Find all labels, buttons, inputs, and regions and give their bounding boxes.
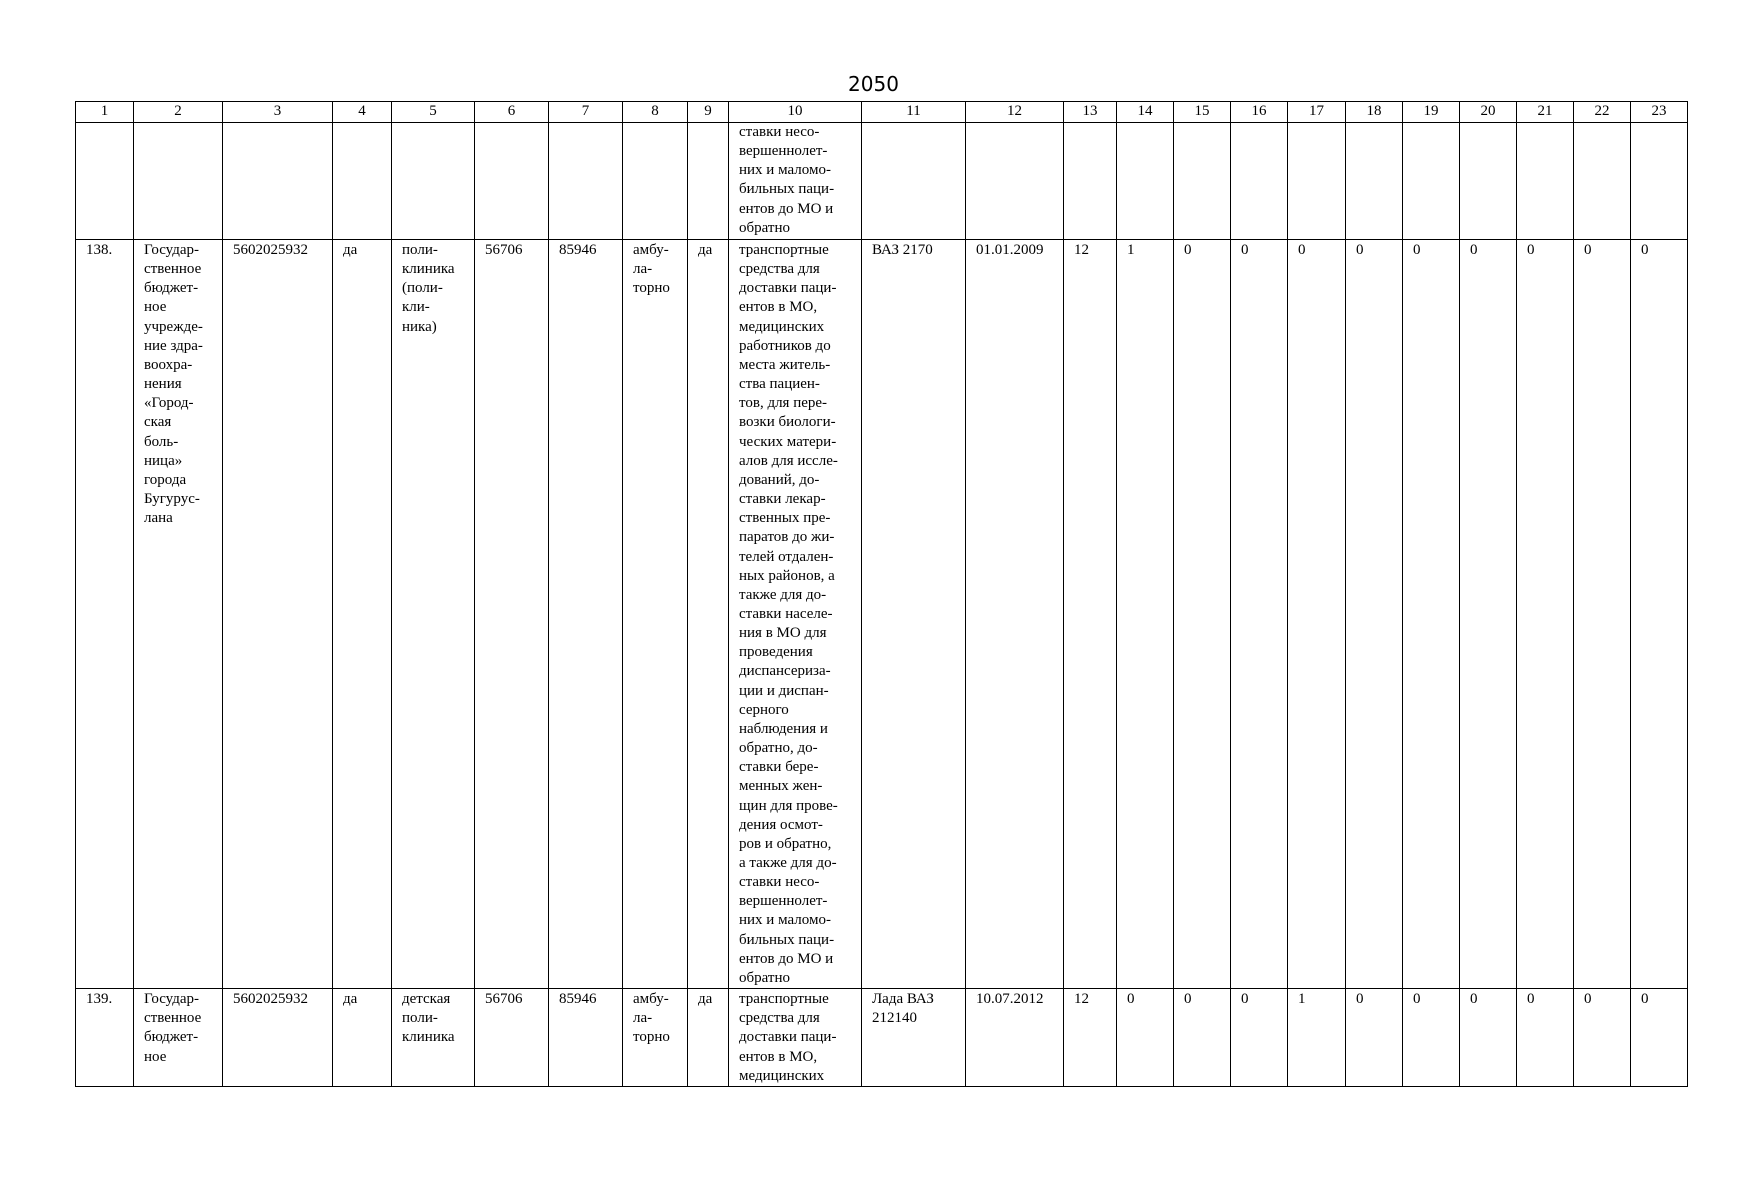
cell-value: 0 xyxy=(1356,242,1364,258)
cell-value: 0 xyxy=(1527,991,1535,1008)
date-cell xyxy=(966,989,1064,1087)
row-number-cell xyxy=(76,240,134,989)
inn: 5602025932 xyxy=(233,991,308,1008)
column-header: 8 xyxy=(623,102,688,123)
column-header: 19 xyxy=(1403,102,1460,123)
column-header: 1 xyxy=(76,102,134,123)
table-cell xyxy=(1064,240,1117,989)
column-header: 10 xyxy=(729,102,862,123)
table-cell xyxy=(1403,989,1460,1087)
purpose-text: транспортные средства для доставки паци- ентов в МО, медицинских xyxy=(739,991,837,1084)
table-cell xyxy=(1631,989,1688,1087)
column-header: 13 xyxy=(1064,102,1117,123)
column-header: 2 xyxy=(134,102,223,123)
cell-value: 85946 xyxy=(559,242,597,258)
table-cell xyxy=(1346,240,1403,989)
cell-value: 0 xyxy=(1184,242,1192,258)
vehicle-model: ВАЗ 2170 xyxy=(872,242,933,258)
column-header: 14 xyxy=(1117,102,1174,123)
date-cell xyxy=(966,240,1064,989)
cell-value: да xyxy=(698,991,713,1008)
unit-type-cell xyxy=(392,240,475,989)
inn-cell xyxy=(223,989,333,1087)
vehicle-model-cell xyxy=(862,240,966,989)
cell-value: 0 xyxy=(1584,991,1592,1008)
organization-name: Государ- ственное бюджет- ное учрежде- ние здра- воохра- нения «Город- ская боль- ница» города Бугурус- лана xyxy=(144,242,203,527)
table-cell xyxy=(1460,123,1517,240)
table-cell xyxy=(1064,989,1117,1087)
table-cell xyxy=(475,240,549,989)
table-cell xyxy=(1517,123,1574,240)
page-number: 2050 xyxy=(848,72,899,96)
table-cell xyxy=(1288,123,1346,240)
table-cell xyxy=(1346,989,1403,1087)
table-cell xyxy=(549,240,623,989)
table-cell xyxy=(392,123,475,240)
column-header: 23 xyxy=(1631,102,1688,123)
cell-value: да xyxy=(698,242,713,258)
table-cell xyxy=(1574,240,1631,989)
column-header: 12 xyxy=(966,102,1064,123)
purpose-text: транспортные средства для доставки паци- ентов в МО, медицинских работников до места житель- ства пациен- тов, для пере- возки биологи- ческих матери- алов для иссле- дований, до- ставки лекар- ственных пре- паратов до жи- телей отдален- ных районов, а также для до- ставки населе- ния в МО для проведения диспансериза- ции и диспан- серного наблюдения и обратно, до- ставки бере- менных жен- щин для прове- дения осмот- ров и обратно, а также для до- ставки несо- вершеннолет- них и маломо- бильных паци- ентов до МО и обратно xyxy=(739,242,838,986)
table-cell xyxy=(333,123,392,240)
row-number-cell xyxy=(76,989,134,1087)
table-cell xyxy=(76,123,134,240)
table-cell xyxy=(475,989,549,1087)
table-cell xyxy=(1460,240,1517,989)
cell-value: 0 xyxy=(1641,991,1649,1008)
table-cell xyxy=(549,123,623,240)
cell-value: 85946 xyxy=(559,991,597,1008)
table-cell xyxy=(688,240,729,989)
table-cell xyxy=(1460,989,1517,1087)
cell-value: 0 xyxy=(1641,242,1649,258)
cell-value: 0 xyxy=(1356,991,1364,1008)
unit-type: детская поли- клиника xyxy=(402,991,455,1046)
vehicle-model: Лада ВАЗ 212140 xyxy=(872,991,934,1027)
care-type-cell xyxy=(623,240,688,989)
column-header: 22 xyxy=(1574,102,1631,123)
organization-name: Государ- ственное бюджет- ное xyxy=(144,991,202,1065)
table-row xyxy=(76,989,1688,1087)
table-cell xyxy=(729,123,862,240)
vehicle-table xyxy=(75,101,1688,1087)
table-cell xyxy=(1117,123,1174,240)
table-cell xyxy=(333,240,392,989)
table-cell xyxy=(1403,240,1460,989)
column-header: 18 xyxy=(1346,102,1403,123)
purpose-cell xyxy=(729,989,862,1087)
cell-value: 0 xyxy=(1470,991,1478,1008)
care-type: амбу- ла- торно xyxy=(633,991,670,1046)
cell-value: 12 xyxy=(1074,991,1089,1008)
table-cell xyxy=(862,123,966,240)
inn-cell xyxy=(223,240,333,989)
cell-value: да xyxy=(343,242,358,258)
cell-value: 0 xyxy=(1184,991,1192,1008)
table-cell xyxy=(1117,240,1174,989)
cell-value: 0 xyxy=(1241,991,1249,1008)
organization-cell xyxy=(134,240,223,989)
cell-value: 0 xyxy=(1584,242,1592,258)
table-cell xyxy=(333,989,392,1087)
table-cell xyxy=(1231,240,1288,989)
purpose-text: ставки несо- вершеннолет- них и маломо- бильных паци- ентов до МО и обратно xyxy=(739,124,835,236)
table-cell xyxy=(966,123,1064,240)
table-cell xyxy=(549,989,623,1087)
cell-value: 0 xyxy=(1241,242,1249,258)
cell-value: да xyxy=(343,991,358,1008)
unit-type-cell xyxy=(392,989,475,1087)
organization-cell xyxy=(134,989,223,1087)
table-cell xyxy=(1517,240,1574,989)
column-header: 4 xyxy=(333,102,392,123)
table-cell xyxy=(1631,240,1688,989)
care-type: амбу- ла- торно xyxy=(633,242,670,297)
table-cell xyxy=(623,123,688,240)
column-header: 21 xyxy=(1517,102,1574,123)
vehicle-model-cell xyxy=(862,989,966,1087)
cell-value: 0 xyxy=(1527,242,1535,258)
care-type-cell xyxy=(623,989,688,1087)
table-cell xyxy=(223,123,333,240)
cell-value: 56706 xyxy=(485,242,523,258)
column-header: 11 xyxy=(862,102,966,123)
purpose-cell xyxy=(729,240,862,989)
cell-value: 1 xyxy=(1298,991,1306,1008)
table-cell xyxy=(1174,240,1231,989)
cell-value: 0 xyxy=(1413,991,1421,1008)
table-row xyxy=(76,240,1688,989)
cell-value: 0 xyxy=(1127,991,1135,1008)
cell-value: 0 xyxy=(1470,242,1478,258)
inn: 5602025932 xyxy=(233,242,308,258)
row-number: 139. xyxy=(86,991,113,1008)
column-header: 7 xyxy=(549,102,623,123)
table-cell xyxy=(1288,989,1346,1087)
table-cell xyxy=(1174,989,1231,1087)
column-header: 20 xyxy=(1460,102,1517,123)
header-row xyxy=(76,102,1688,123)
date-value: 10.07.2012 xyxy=(976,991,1044,1008)
table-row-continuation xyxy=(76,123,1688,240)
table-cell xyxy=(1574,989,1631,1087)
column-header: 6 xyxy=(475,102,549,123)
table-cell xyxy=(688,989,729,1087)
table-cell xyxy=(1174,123,1231,240)
cell-value: 56706 xyxy=(485,991,523,1008)
date-value: 01.01.2009 xyxy=(976,242,1044,258)
column-header: 5 xyxy=(392,102,475,123)
table-cell xyxy=(1117,989,1174,1087)
column-header: 15 xyxy=(1174,102,1231,123)
row-number: 138. xyxy=(86,242,113,258)
table-cell xyxy=(1064,123,1117,240)
table-cell xyxy=(475,123,549,240)
cell-value: 0 xyxy=(1298,242,1306,258)
table-cell xyxy=(1231,123,1288,240)
column-header: 3 xyxy=(223,102,333,123)
table-cell xyxy=(1231,989,1288,1087)
table-cell xyxy=(134,123,223,240)
table-cell xyxy=(1346,123,1403,240)
column-header: 9 xyxy=(688,102,729,123)
table-cell xyxy=(1631,123,1688,240)
table-cell xyxy=(1517,989,1574,1087)
cell-value: 12 xyxy=(1074,242,1089,258)
table-cell xyxy=(1403,123,1460,240)
cell-value: 1 xyxy=(1127,242,1135,258)
table-cell xyxy=(1288,240,1346,989)
table-cell xyxy=(1574,123,1631,240)
column-header: 17 xyxy=(1288,102,1346,123)
cell-value: 0 xyxy=(1413,242,1421,258)
table-cell xyxy=(688,123,729,240)
unit-type: поли- клиника (поли- кли- ника) xyxy=(402,242,455,335)
column-header: 16 xyxy=(1231,102,1288,123)
